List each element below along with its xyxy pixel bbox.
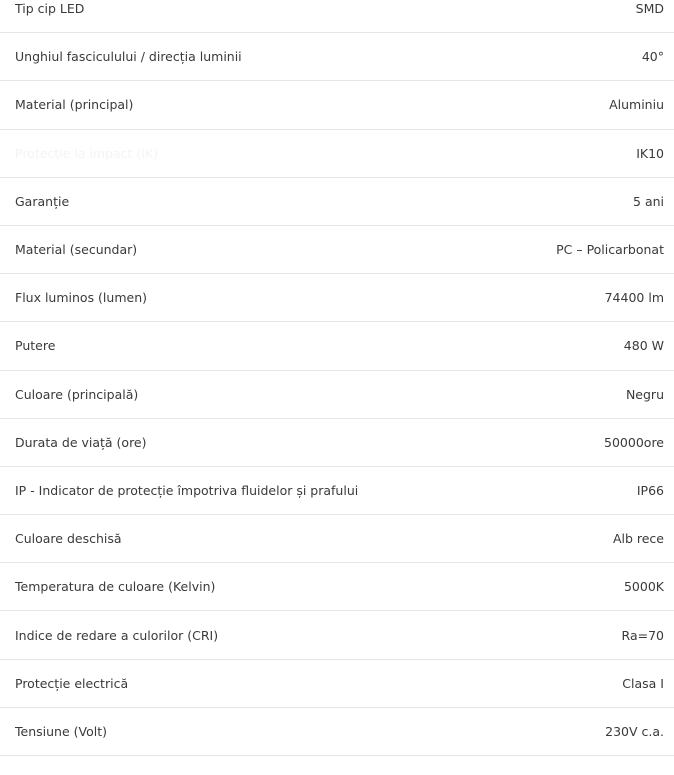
spec-row-material-secondary [0,226,674,274]
spec-value: PC – Policarbonat [556,242,664,258]
spec-value: 74400 lm [604,290,664,306]
spec-value: IK10 [636,145,664,161]
spec-label: Material (secundar) [15,242,138,258]
spec-value: 40° [641,49,664,65]
spec-row-color-temperature [0,563,674,611]
spec-row-voltage [0,708,674,756]
spec-row-light-color [0,515,674,563]
spec-value: Clasa I [622,675,664,691]
spec-row-led-chip-type [0,0,674,33]
spec-label: Putere [15,338,56,354]
spec-label: Culoare deschisă [15,531,122,547]
spec-label: Durata de viață (ore) [15,434,147,450]
spec-label: Tip cip LED [15,1,85,17]
spec-label: Protecție electrică [15,675,129,691]
spec-row-power [0,322,674,370]
spec-label: Culoare (principală) [15,386,139,402]
spec-label: IP - Indicator de protecție împotriva fluidelor și prafului [15,482,359,498]
spec-value: IP66 [636,482,664,498]
spec-label: Flux luminos (lumen) [15,290,147,306]
spec-value: Negru [625,386,664,402]
spec-row-luminous-flux [0,274,674,322]
spec-label: Indice de redare a culorilor (CRI) [15,627,219,643]
spec-row-impact-protection [0,130,674,178]
spec-label: Protecție la impact (IK) [15,145,159,161]
spec-label: Material (principal) [15,97,134,113]
spec-value: 50000ore [604,434,664,450]
spec-value: Aluminiu [609,97,664,113]
spec-value: 230V c.a. [605,723,664,739]
spec-row-electrical-protection [0,660,674,708]
spec-row-material-main [0,81,674,129]
spec-value: 5 ani [633,193,664,209]
spec-value: SMD [635,1,664,17]
spec-row-beam-angle [0,33,674,81]
spec-row-warranty [0,178,674,226]
spec-label: Unghiul fasciculului / direcția luminii [15,49,242,65]
spec-label: Tensiune (Volt) [15,723,107,739]
spec-label: Garanție [15,193,70,209]
spec-row-color-main [0,371,674,419]
spec-value: Alb rece [612,531,664,547]
spec-label: Temperatura de culoare (Kelvin) [15,579,216,595]
spec-row-cri [0,611,674,659]
spec-value: 5000K [623,579,664,595]
spec-value: Ra=70 [621,627,664,643]
spec-row-lifetime [0,419,674,467]
spec-value: 480 W [623,338,664,354]
spec-row-ip-rating [0,467,674,515]
